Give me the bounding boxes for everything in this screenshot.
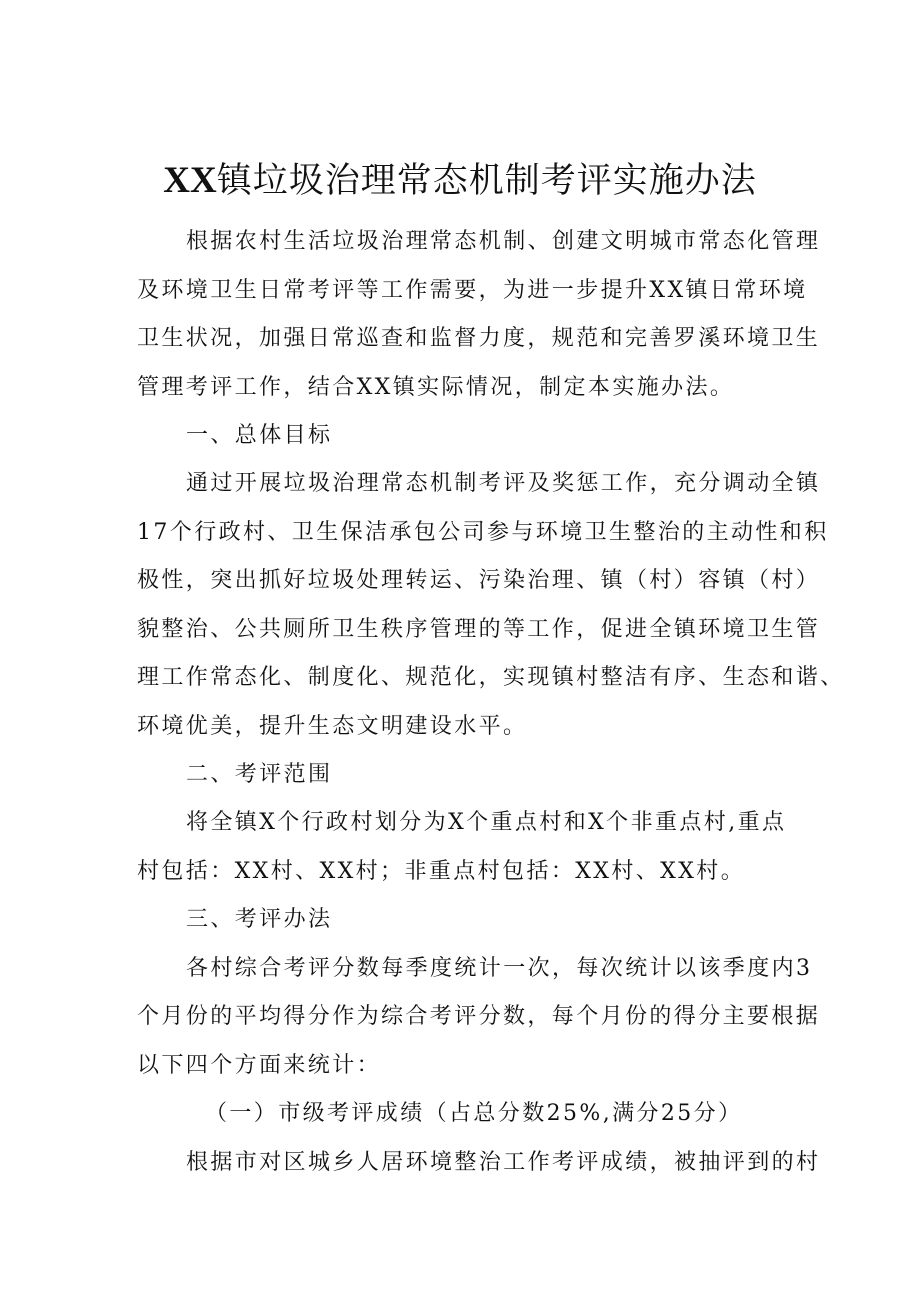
paragraph-line: 17个行政村、卫生保洁承包公司参与环境卫生整治的主动性和积	[137, 520, 829, 545]
paragraph-line: 以下四个方面来统计：	[137, 1053, 382, 1078]
paragraph-line: 理工作常态化、制度化、规范化，实现镇村整洁有序、生态和谐、	[137, 665, 845, 690]
paragraph-line: 各村综合考评分数每季度统计一次，每次统计以该季度内3	[186, 956, 813, 981]
paragraph-line: 村包括：XX村、XX村；非重点村包括：XX村、XX村。	[137, 859, 746, 884]
paragraph-line: 通过开展垃圾治理常态机制考评及奖惩工作，充分调动全镇	[186, 471, 821, 496]
paragraph-line: 根据市对区城乡人居环境整治工作考评成绩，被抽评到的村	[186, 1150, 821, 1175]
paragraph-line: 卫生状况，加强日常巡查和监督力度，规范和完善罗溪环境卫生	[137, 326, 821, 351]
title-prefix: XX	[163, 160, 217, 202]
section-heading: 三、考评办法	[186, 907, 333, 932]
paragraph-line: 根据农村生活垃圾治理常态机制、创建文明城市常态化管理	[186, 229, 821, 254]
document-title: XX镇垃圾治理常态机制考评实施办法	[163, 160, 757, 202]
paragraph-line: 及环境卫生日常考评等工作需要，为进一步提升XX镇日常环境	[137, 278, 808, 303]
subsection-heading: （一）市级考评成绩（占总分数25%,满分25分）	[205, 1101, 743, 1126]
section-heading: 二、考评范围	[186, 762, 333, 787]
paragraph-line: 个月份的平均得分作为综合考评分数，每个月份的得分主要根据	[137, 1004, 821, 1029]
paragraph-line: 将全镇X个行政村划分为X个重点村和X个非重点村,重点	[186, 810, 787, 835]
section-heading: 一、总体目标	[186, 423, 333, 448]
paragraph-line: 环境优美，提升生态文明建设水平。	[137, 714, 528, 739]
paragraph-line: 管理考评工作，结合XX镇实际情况，制定本实施办法。	[137, 375, 735, 400]
paragraph-line: 貌整治、公共厕所卫生秩序管理的等工作，促进全镇环境卫生管	[137, 617, 821, 642]
paragraph-line: 极性，突出抓好垃圾处理转运、污染治理、镇（村）容镇（村）	[137, 568, 821, 593]
